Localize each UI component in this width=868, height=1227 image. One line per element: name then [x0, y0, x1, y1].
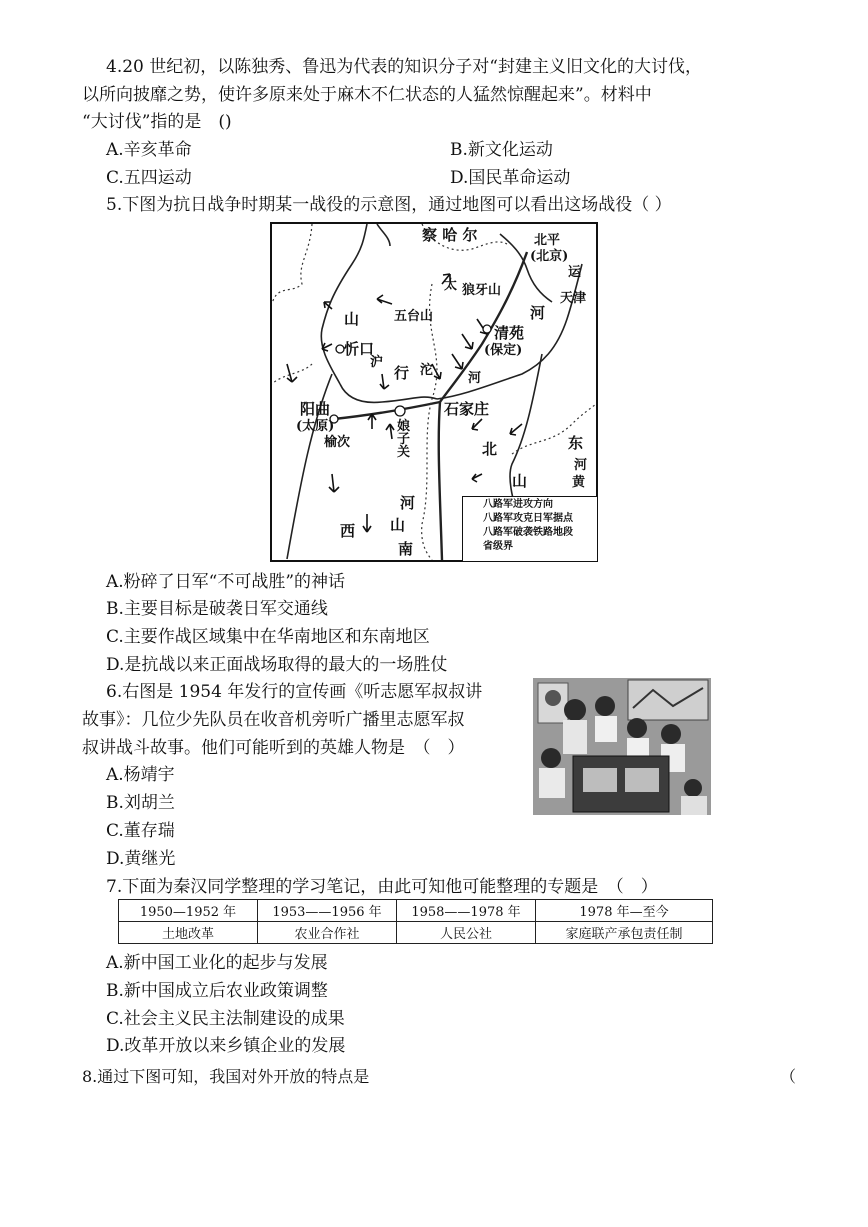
q6-option-a[interactable]: A.杨靖宇 — [106, 765, 175, 785]
study-notes-table — [118, 899, 713, 944]
map-label-tai: 太 — [444, 278, 458, 293]
legend-province-border: 省级界 — [483, 541, 513, 552]
q4-stem-line1: 4.20 世纪初，以陈独秀、鲁迅为代表的知识分子对“封建主义旧文化的大讨伐， — [106, 57, 702, 77]
q6-option-b[interactable]: B.刘胡兰 — [106, 793, 175, 813]
map-label-baoding: (保定) — [484, 343, 523, 358]
legend-railway-sabotage: 八路军破袭铁路地段 — [483, 527, 573, 538]
attack-arrow-6 — [432, 364, 441, 379]
map-label-chahaer: 察 哈 尔 — [422, 226, 478, 244]
q8-stem: 8.通过下图可知，我国对外开放的特点是 — [82, 1067, 370, 1086]
map-label-he4: 河 — [400, 494, 416, 512]
railway-branch — [334, 402, 440, 419]
attack-arrow-14 — [386, 424, 394, 439]
attack-arrow-9 — [329, 474, 339, 492]
q6-stem-line1: 6.右图是 1954 年发行的宣传画《听志愿军叔叔讲 — [106, 682, 483, 702]
map-label-beijing: (北京) — [530, 249, 569, 264]
map-label-xi: 西 — [340, 522, 356, 540]
map-label-he2: 河 — [468, 371, 482, 386]
map-label-niangziguan: 娘子关 — [397, 419, 411, 460]
q7-option-c[interactable]: C.社会主义民主法制建设的成果 — [106, 1009, 345, 1029]
q5-option-a[interactable]: A.粉碎了日军“不可战胜”的神话 — [106, 572, 346, 592]
map-label-tianjin: 天津 — [560, 291, 587, 306]
map-label-shan: 山 — [344, 310, 360, 328]
table-cell-year-1: 1950—1952 年 — [119, 900, 258, 922]
q4-option-c[interactable]: C.五四运动 — [106, 168, 192, 188]
table-cell-item-4: 家庭联产承包责任制 — [536, 922, 713, 944]
province-border-1 — [272, 224, 312, 304]
legend-captured-stronghold: 八路军攻克日军据点 — [483, 513, 573, 524]
attack-arrow-13 — [472, 474, 482, 482]
q7-option-d[interactable]: D.改革开放以来乡镇企业的发展 — [106, 1036, 346, 1056]
attack-arrow-3 — [462, 334, 473, 349]
poster-drawing — [533, 678, 711, 815]
q7-option-a[interactable]: A.新中国工业化的起步与发展 — [106, 953, 328, 973]
attack-arrow-1 — [377, 295, 392, 304]
map-label-beiping: 北平 — [534, 233, 561, 248]
propaganda-poster-image — [533, 678, 711, 815]
q6-option-c[interactable]: C.董存瑞 — [106, 821, 175, 841]
map-label-qingyuan: 清苑 — [494, 324, 525, 342]
stronghold-qingyuan — [483, 325, 491, 333]
map-label-he1: 河 — [530, 304, 546, 322]
attack-arrow-15 — [368, 414, 376, 429]
q5-option-b[interactable]: B.主要目标是破袭日军交通线 — [106, 599, 328, 619]
attack-arrow-16 — [322, 343, 332, 351]
q4-stem-line3: “大讨伐”指的是 () — [82, 112, 232, 132]
map-legend — [462, 496, 598, 562]
map-label-huang: 黄 — [572, 475, 586, 490]
attack-arrow-8 — [287, 364, 297, 382]
q4-option-d[interactable]: D.国民革命运动 — [450, 168, 571, 188]
map-label-xing: 行 — [394, 364, 410, 382]
map-label-wutaishan: 五台山 — [394, 309, 434, 324]
map-label-he3: 河 — [574, 458, 588, 473]
map-label-dong: 东 — [568, 434, 584, 452]
table-cell-year-3: 1958——1978 年 — [397, 900, 536, 922]
map-label-nan: 南 — [398, 540, 414, 558]
q7-option-b[interactable]: B.新中国成立后农业政策调整 — [106, 981, 328, 1001]
table-cell-item-3: 人民公社 — [397, 922, 536, 944]
map-label-shijiazhuang: 石家庄 — [444, 400, 490, 418]
q6-stem-line2: 故事》：几位少先队员在收音机旁听广播里志愿军叔 — [82, 710, 465, 730]
river-2 — [377, 224, 390, 246]
q8-answer-paren: （ — [780, 1067, 797, 1086]
map-label-taiyuan: (太原) — [296, 419, 335, 434]
attack-arrow-5 — [452, 354, 463, 369]
legend-attack-direction: 八路军进攻方向 — [483, 499, 553, 510]
table-row-items — [119, 922, 713, 944]
river-3 — [340, 384, 437, 402]
table-cell-year-2: 1953——1956 年 — [258, 900, 397, 922]
attack-arrow-7 — [380, 374, 389, 389]
table-cell-item-2: 农业合作社 — [258, 922, 397, 944]
q5-option-c[interactable]: C.主要作战区域集中在华南地区和东南地区 — [106, 627, 430, 647]
map-label-yangqu: 阳曲 — [300, 400, 331, 418]
attack-arrow-12 — [472, 419, 482, 430]
map-label-shan2: 山 — [512, 472, 528, 490]
q6-option-d[interactable]: D.黄继光 — [106, 849, 176, 869]
q5-option-d[interactable]: D.是抗战以来正面战场取得的最大的一场胜仗 — [106, 655, 448, 675]
map-label-xinkou: 忻口 — [344, 340, 375, 358]
stronghold-niangziguan — [395, 406, 405, 416]
map-label-langyashan: 狼牙山 — [462, 283, 502, 298]
map-label-yun: 运 — [568, 265, 582, 280]
attack-arrow-11 — [510, 424, 522, 435]
province-border-3 — [422, 284, 437, 560]
battle-map — [270, 222, 598, 562]
map-label-bei: 北 — [482, 440, 498, 458]
stronghold-xinkou — [336, 345, 344, 353]
q4-stem-line2: 以所向披靡之势，使许多原来处于麻木不仁状态的人猛然惊醒起来”。材料中 — [82, 85, 652, 105]
map-label-yuci: 榆次 — [324, 435, 351, 450]
q5-stem: 5.下图为抗日战争时期某一战役的示意图，通过地图可以看出这场战役（ ） — [106, 195, 672, 215]
q6-stem-line3: 叔讲战斗故事。他们可能听到的英雄人物是 （ ） — [82, 738, 465, 758]
q4-option-a[interactable]: A.辛亥革命 — [106, 140, 192, 160]
table-cell-year-4: 1978 年—至今 — [536, 900, 713, 922]
q4-option-b[interactable]: B.新文化运动 — [450, 140, 553, 160]
table-cell-item-1: 土地改革 — [119, 922, 258, 944]
table-row-years — [119, 900, 713, 922]
map-label-tuo: 沱 — [420, 363, 434, 378]
river-1 — [321, 224, 367, 384]
map-label-shan3: 山 — [390, 516, 406, 534]
q7-stem: 7.下面为秦汉同学整理的学习笔记，由此可知他可能整理的专题是 （ ） — [106, 877, 658, 897]
attack-arrow-10 — [363, 514, 371, 532]
map-label-hu: 沪 — [370, 355, 384, 370]
